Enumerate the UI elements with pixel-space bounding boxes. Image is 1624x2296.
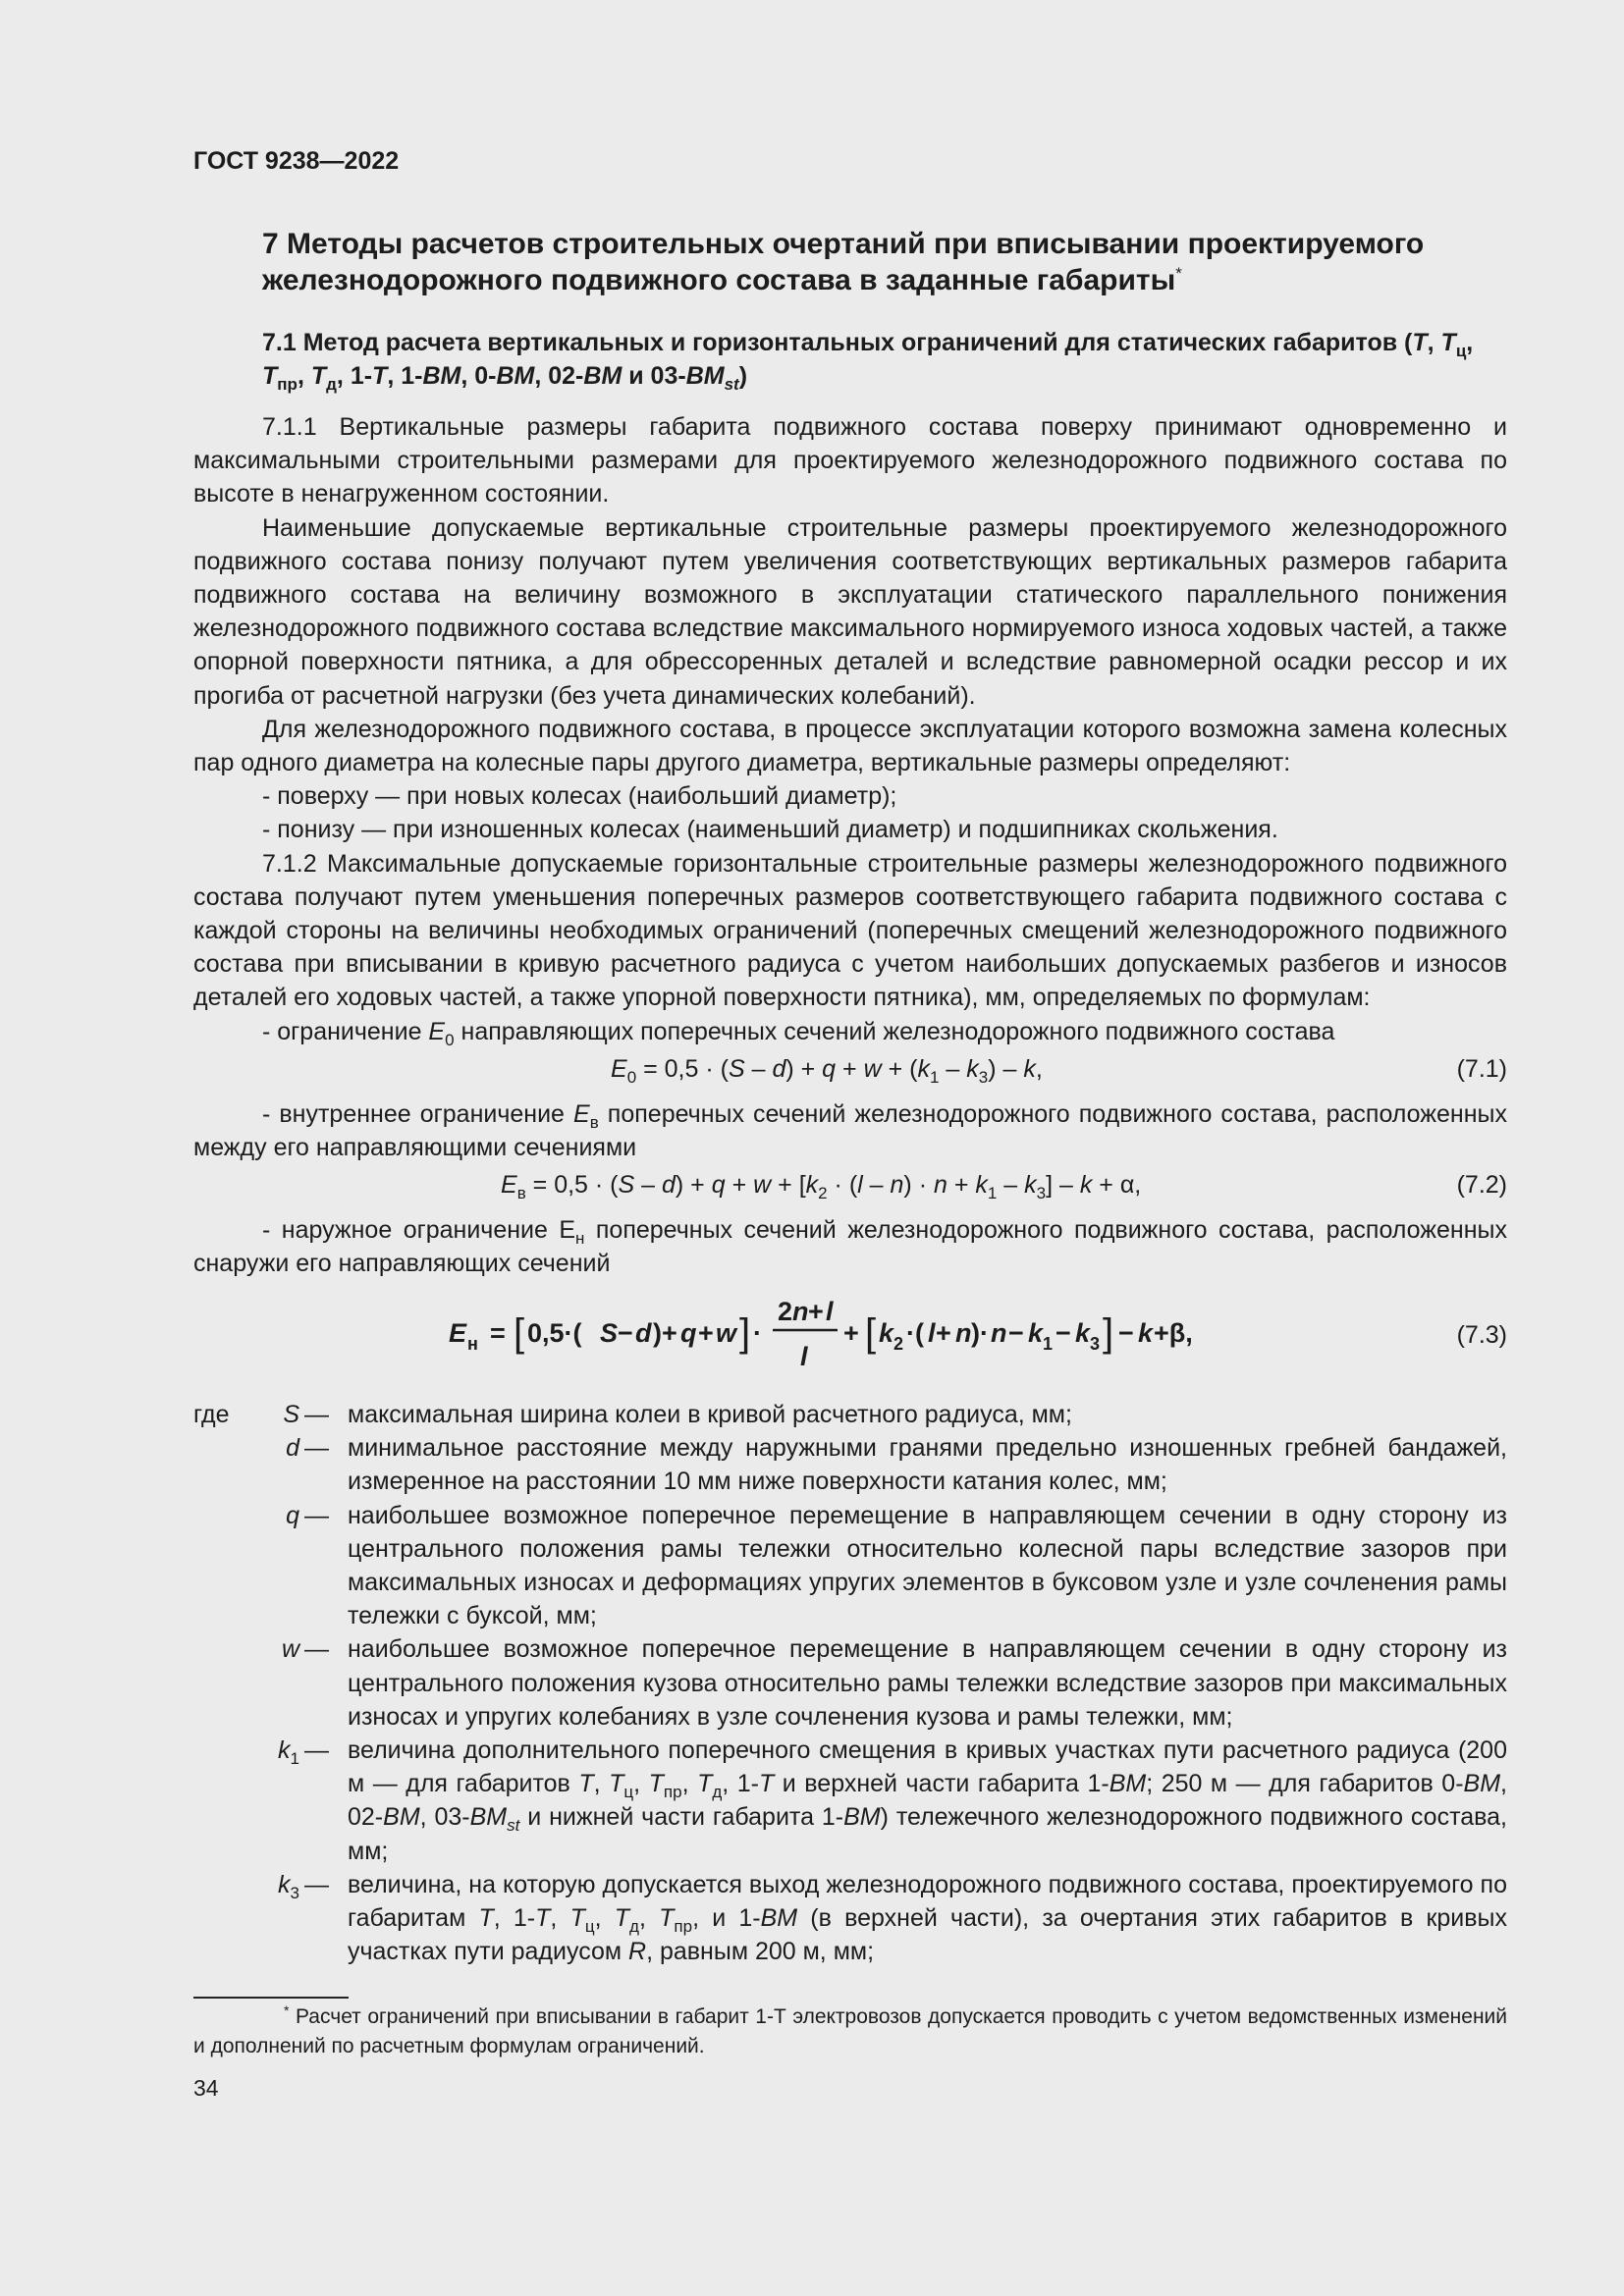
svg-text:·(: ·( [906,1317,924,1348]
definition-text: минимальное расстояние между наружными гранями предельно изношенных гребней бандажей, измеренное на расстоянии 10 мм ниже поверхности катания колес, мм; [348,1434,1507,1496]
svg-text:2: 2 [893,1333,904,1354]
svg-text:l: l [826,1296,834,1326]
list-item: - ограничение $E_0$ направляющих поперечных сечений железнодорожного подвижного состава [262,1017,1335,1049]
svg-text:l: l [928,1317,936,1348]
section-title-text: 7 Методы расчетов строительных очертаний при вписывании проектируемого железнодорожного подвижного состава в заданные габариты [262,228,1425,296]
list-item: - внутреннее ограничение $E_в$ поперечных сечений железнодорожного подвижного состава, расположенных между его направляющими сечениями [193,1099,1507,1162]
svg-text:2: 2 [778,1296,793,1326]
svg-text:w: w [716,1317,737,1348]
standard-header: ГОСТ 9238—2022 [193,147,400,175]
formula-7-2 [193,1168,1507,1207]
definition-symbol: $k_3$ [278,1870,299,1902]
formula-7-3-expression [449,1285,1254,1375]
list-item: - понизу — при изношенных колесах (наименьший диаметр) и подшипниках скольжения. [262,816,1278,844]
svg-text:n: n [955,1317,972,1348]
definition-row: w — наибольшее возможное поперечное перемещение в направляющем сечении в одну сторону из центрального положения кузова относительно рамы тележки вследствие зазоров при максимальных износах и упругих колебаниях в узле сочленения кузова и рамы тележки, мм; [193,1632,1507,1734]
svg-text:q: q [680,1317,697,1348]
svg-text:0,5·(: 0,5·( [527,1317,582,1348]
svg-text:[: [ [514,1310,525,1355]
svg-text:)+: )+ [653,1317,677,1348]
definition-text: максимальная ширина колеи в кривой расчетного радиуса, мм; [348,1401,1072,1428]
svg-text:k: k [1075,1317,1091,1348]
formula-number: (7.3) [1456,1320,1507,1349]
definition-symbol: S [283,1401,299,1428]
definition-text: величина дополнительного поперечного смещения в кривых участках пути расчетного радиуса (200 м — для габаритов Т, $Т_ц$, $Т_{пр}$, $Т_д$, 1-Т и верхней части габарита 1-ВМ; 250 м — для габаритов 0-ВМ, 02-ВМ, $03-ВМ_{st}$ и нижней части габарита 1-ВМ) тележечного железнодорожного подвижного состава, мм; [348,1736,1507,1865]
svg-text:]: ] [1103,1310,1114,1355]
svg-text:−: − [1008,1317,1024,1348]
svg-text:l: l [800,1341,808,1371]
formula-7-1-expression: $E_0 = 0,5 \cdot (S - d) + q + w + (k_1 - k_3) - k$, [611,1054,1043,1087]
paragraph-7-1-1: 7.1.1 Вертикальные размеры габарита подвижного состава поверху принимают одновременно и максимальными строительными размерами для проектируемого железнодорожного подвижного состава по высоте в ненагруженном состоянии. [193,413,1507,508]
formula-number: (7.1) [1456,1054,1507,1083]
svg-text:−: − [1056,1317,1071,1348]
definition-row: $k_3$ — величина, на которую допускается выход железнодорожного подвижного состава, проектируемого по габаритам Т, 1-Т, $Т_ц$, $Т_д$, $Т_{пр}$, и 1-ВМ (в верхней части), за очертания этих габаритов в кривых участках пути радиусом R, равным 200 м, мм; [193,1868,1507,1969]
svg-text:k: k [879,1317,894,1348]
svg-text:н: н [467,1333,478,1354]
subsection-title: 7.1 Метод расчета вертикальных и горизонтальных ограничений для статических габаритов (Т, $Т_ц$, $Т_{пр}$, $Т_д$, 1-Т, 1-ВМ, 0-ВМ, 02-ВМ и $03-ВМ_{st}$) [262,329,1474,394]
subsection-title-suffix: ) [738,362,748,390]
list-item: - поверху — при новых колесах (наибольший диаметр); [262,782,897,811]
svg-text:+: + [936,1317,951,1348]
formula-7-2-expression: $E_в = 0,5 \cdot (S - d) + q + w + [k_2 \cdot (l - n) \cdot n + k_1 - k_3] - k + \alpha$, [501,1171,1142,1203]
definition-row: $k_1$ — величина дополнительного поперечного смещения в кривых участках пути расчетного радиуса (200 м — для габаритов Т, $Т_ц$, $Т_{пр}$, $Т_д$, 1-Т и верхней части габарита 1-ВМ; 250 м — для габаритов 0-ВМ, 02-ВМ, $03-ВМ_{st}$ и нижней части габарита 1-ВМ) тележечного железнодорожного подвижного состава, мм; [193,1734,1507,1868]
svg-text:=: = [490,1317,506,1348]
definition-symbol: d [286,1434,299,1463]
definition-symbol: $k_1$ [278,1736,299,1769]
footnote [193,2002,1507,2061]
definition-row: q — наибольшее возможное поперечное перемещение в направляющем сечении в одну сторону из центрального положения рамы тележки относительно колесной пары вследствие зазоров при максимальных износах и деформациях упругих элементов в буксовом узле и узле сочленения рамы тележки с буксой, мм; [193,1499,1507,1633]
definition-text: величина, на которую допускается выход железнодорожного подвижного состава, проектируемого по габаритам Т, 1-Т, $Т_ц$, $Т_д$, $Т_{пр}$, и 1-ВМ (в верхней части), за очертания этих габаритов в кривых участках пути радиусом R, равным 200 м, мм; [348,1870,1507,1966]
svg-text:[: [ [865,1310,877,1355]
svg-text:E: E [449,1317,467,1348]
svg-text:−: − [618,1317,633,1348]
definition-symbol: w [281,1635,299,1664]
paragraph: Для железнодорожного подвижного состава, в процессе эксплуатации которого возможна замена колесных пар одного диаметра на колесные пары другого диаметра, вертикальные размеры определяют: [193,715,1507,777]
svg-text:3: 3 [1090,1333,1101,1354]
definition-text: наибольшее возможное поперечное перемещение в направляющем сечении в одну сторону из центрального положения кузова относительно рамы тележки вследствие зазоров при максимальных износах и упругих колебаниях в узле сочленения кузова и рамы тележки, мм; [348,1635,1507,1731]
footnote-divider [193,1997,349,1999]
definition-row: где S — максимальная ширина колеи в кривой расчетного радиуса, мм; [193,1398,1507,1431]
where-label: где [193,1401,230,1428]
definition-row: d — минимальное расстояние между наружными гранями предельно изношенных гребней бандажей, измеренное на расстоянии 10 мм ниже поверхности катания колес, мм; [193,1431,1507,1498]
footnote-mark: * [1175,264,1182,283]
paragraph-7-1-2: 7.1.2 Максимальные допускаемые горизонтальные строительные размеры железнодорожного подвижного состава получают путем уменьшения поперечных размеров соответствующего габарита подвижного состава с каждой стороны на величины необходимых ограничений (поперечных смещений железнодорожного подвижного состава при вписывании в кривую расчетного радиуса с учетом наибольших допускаемых разбегов и износов деталей его ходовых частей, а также упорной поверхности пятника), мм, определяемых по формулам: [193,849,1507,1012]
svg-text:k: k [1138,1317,1154,1348]
svg-text:S: S [600,1317,619,1348]
footnote-text: Расчет ограничений при вписывании в габарит 1-Т электровозов допускается проводить с учетом ведомственных изменений и дополнений по расчетным формулам ограничений. [193,2005,1508,2057]
svg-text:]: ] [739,1310,751,1355]
footnote-mark: * [284,2002,290,2018]
svg-text:)·: )· [971,1317,989,1348]
formula-7-1 [193,1052,1507,1092]
svg-text:+: + [843,1317,859,1348]
list-item: - наружное ограничение $Е_н$ поперечных сечений железнодорожного подвижного состава, расположенных снаружи его направляющих сечений [193,1216,1507,1278]
svg-text:+: + [698,1317,714,1348]
svg-text:n: n [991,1317,1007,1348]
variable-definitions [193,1398,1507,1968]
svg-text:n: n [792,1296,809,1326]
svg-text:1: 1 [1043,1333,1054,1354]
section-title [262,226,1509,298]
definition-text: наибольшее возможное поперечное перемещение в направляющем сечении в одну сторону из центрального положения рамы тележки относительно колесной пары вследствие зазоров при максимальных износах и деформациях упругих элементов в буксовом узле и узле сочленения рамы тележки с буксой, мм; [348,1501,1507,1630]
svg-text:+: + [808,1296,824,1326]
paragraph: Наименьшие допускаемые вертикальные строительные размеры проектируемого железнодорожного подвижного состава понизу получают путем увеличения соответствующих вертикальных размеров габарита подвижного состава на величину возможного в эксплуатации статического параллельного понижения железнодорожного подвижного состава вследствие максимального нормируемого износа ходовых частей, а также опорной поверхности пятника, а для обрессоренных деталей и вследствие равномерной осадки рессор и их прогиба от расчетной нагрузки (без учета динамических колебаний). [193,513,1507,710]
definition-symbol: q [286,1501,299,1529]
page-number: 34 [193,2075,219,2101]
subsection-title-prefix: 7.1 Метод расчета вертикальных и горизонтальных ограничений для статических габаритов ( [262,329,1413,356]
svg-text:−: − [1118,1317,1134,1348]
svg-text:d: d [635,1317,652,1348]
body-text [193,410,1507,1381]
formula-number: (7.2) [1456,1171,1507,1200]
formula-7-3 [193,1285,1507,1375]
svg-text:+β,: +β, [1154,1317,1193,1348]
svg-text:·: · [753,1317,762,1348]
svg-text:k: k [1028,1317,1044,1348]
